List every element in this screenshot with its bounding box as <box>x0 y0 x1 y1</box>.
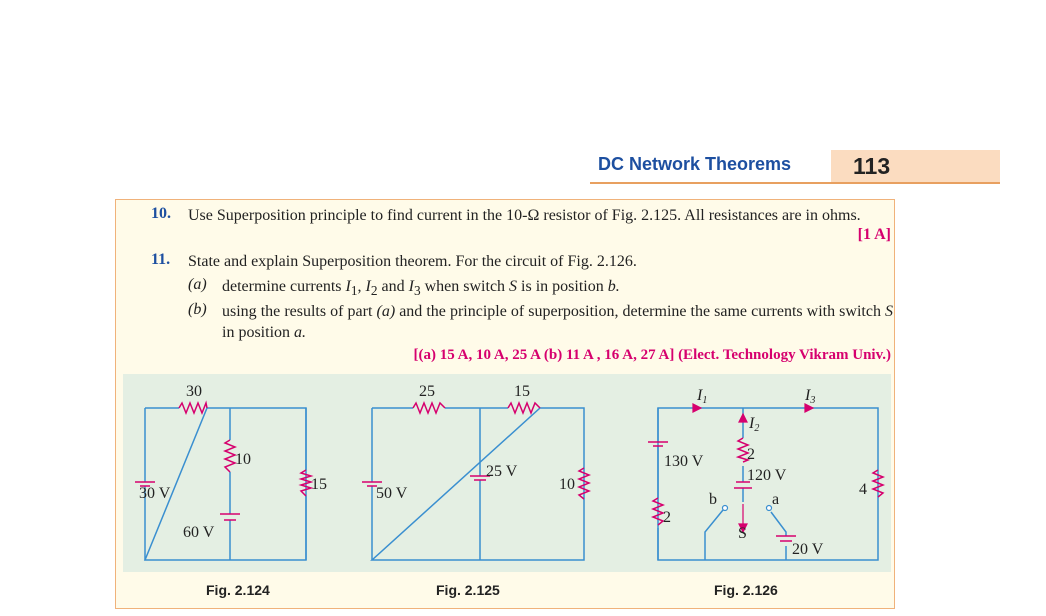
question-10-body: Use Superposition principle to find current in the 10-Ω resistor of Fig. 2.125. All resistances are in ohms. <box>188 207 861 224</box>
fig124-caption: Fig. 2.124 <box>206 582 270 598</box>
fig126-v130-label: 130 V <box>664 453 704 470</box>
page-header <box>590 150 1000 184</box>
chapter-title: DC Network Theorems <box>598 154 792 174</box>
question-10-text <box>188 205 893 226</box>
header-rule <box>590 182 1000 184</box>
circuit-figures <box>123 374 891 572</box>
fig124-v30-label: 30 V <box>139 485 171 502</box>
exercise-box <box>115 199 895 609</box>
i1-arrow <box>693 404 701 412</box>
part-a-label: (a) <box>188 276 207 293</box>
fig126-r4-label: 4 <box>859 481 867 498</box>
fig124-r30 <box>179 403 207 413</box>
fig124-r30-label: 30 <box>186 383 202 400</box>
fig126-r2mid-label: 2 <box>747 446 755 463</box>
part-b-text: using the results of part (a) and the principle of superposition, determine the same currents with switch S in position a. <box>222 303 894 341</box>
switch-b-arm <box>705 510 723 560</box>
fig126-i1-label: I1 <box>697 387 708 406</box>
question-11-answer: [(a) 15 A, 10 A, 25 A (b) 11 A , 16 A, 27 A] (Elect. Technology Vikram Univ.) <box>413 347 891 363</box>
question-10-number: 10. <box>151 205 171 222</box>
fig125-r25-label: 25 <box>419 383 435 400</box>
question-10-answer: [1 A] <box>857 226 891 243</box>
fig125-r10-label: 10 <box>559 476 575 493</box>
fig126-v20-label: 20 V <box>792 541 824 558</box>
figures-panel <box>123 374 891 572</box>
question-11-text: State and explain Superposition theorem. For the circuit of Fig. 2.126. <box>188 253 637 270</box>
fig126-pos-a-label: a <box>772 491 780 508</box>
fig124-wires <box>145 408 306 560</box>
fig126-i3-label: I3 <box>805 387 816 406</box>
page-number: 113 <box>831 150 1000 182</box>
part-a-text: determine currents $I_1$, $I_2$ and $I_3$ when switch S is in position b. <box>222 278 620 299</box>
fig125-r25 <box>413 403 445 413</box>
fig124-r10 <box>225 440 235 472</box>
fig125-wires <box>372 408 584 560</box>
fig124-r10-label: 10 <box>235 451 251 468</box>
question-11-number: 11. <box>151 251 171 268</box>
fig125-v50-label: 50 V <box>376 485 408 502</box>
fig126-switch-label: S <box>738 525 747 542</box>
fig126-r2left-label: 2 <box>663 509 671 526</box>
fig124-v60-label: 60 V <box>183 524 215 541</box>
fig126-caption: Fig. 2.126 <box>714 582 778 598</box>
fig125-v25-label: 25 V <box>486 463 518 480</box>
fig126-v120-label: 120 V <box>747 467 787 484</box>
fig126-wires <box>658 408 878 560</box>
fig125-caption: Fig. 2.125 <box>436 582 500 598</box>
fig126-i2-label: I2 <box>749 415 760 434</box>
i2-arrow <box>739 414 747 422</box>
fig126-pos-b-label: b <box>709 491 717 508</box>
part-b-label: (b) <box>188 301 207 318</box>
fig125-r15-label: 15 <box>514 383 530 400</box>
fig124-r15-label: 15 <box>311 476 327 493</box>
